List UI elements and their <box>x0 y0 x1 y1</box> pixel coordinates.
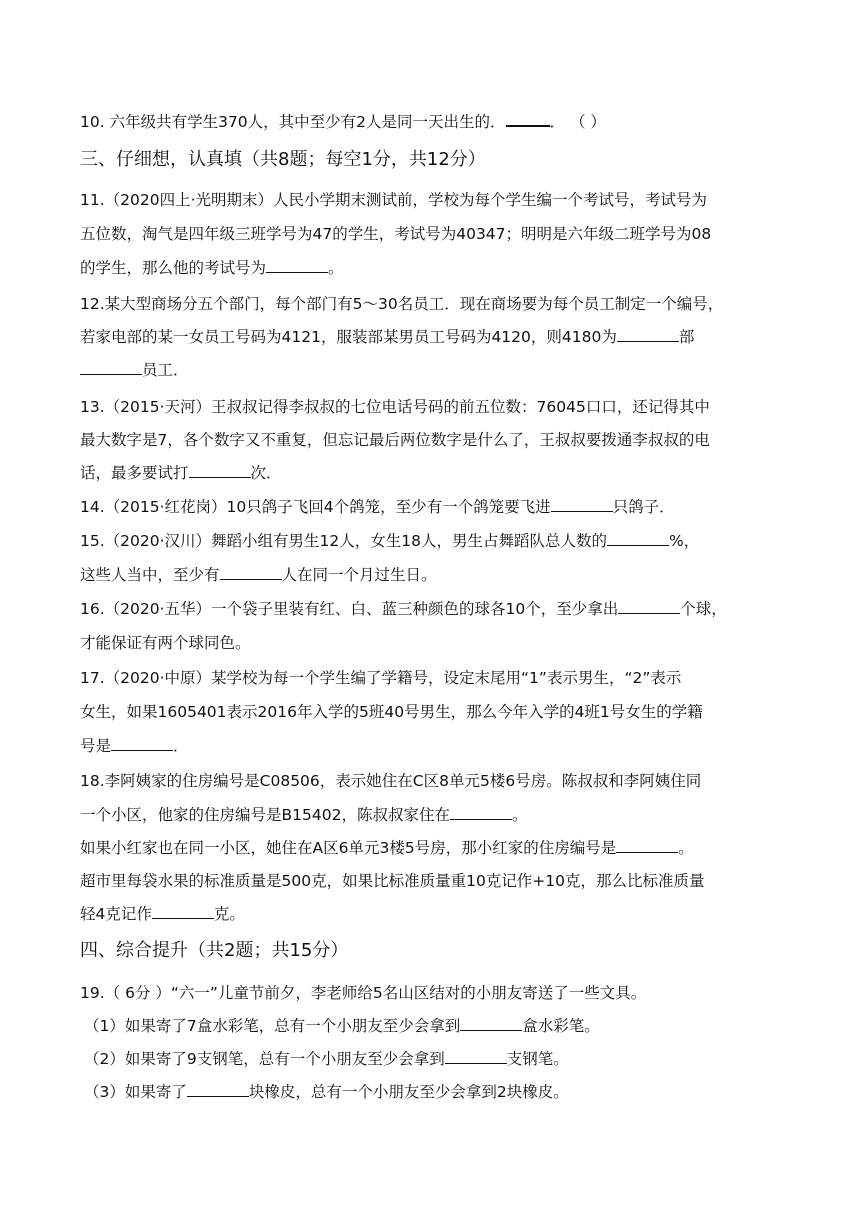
question-16-line-1: 16.（2020·五华）一个袋子里装有红、白、蓝三种颜色的球各10个，至少拿出 个球， <box>80 600 727 618</box>
question-13-line-3: 话，最多要试打 次． <box>80 464 282 482</box>
answer-blank[interactable] <box>460 1016 522 1031</box>
question-10: 10. 六年级共有学生370人，其中至少有2人是同一天出生的． ． （ ） <box>80 113 606 131</box>
question-18-line-3: 如果小红家也在同一小区，她住在A区6单元3楼5号房，那小红家的住房编号是 。 <box>80 839 694 857</box>
question-19-part-1: （1）如果寄了7盒水彩笔，总有一个小朋友至少会拿到 盒水彩笔。 <box>84 1017 600 1035</box>
answer-blank[interactable] <box>187 1082 249 1097</box>
answer-blank[interactable] <box>220 565 282 580</box>
answer-blank[interactable] <box>617 327 679 342</box>
question-18-line-5: 轻4克记作 克。 <box>80 905 245 923</box>
question-15-line-2: 这些人当中，至少有 人在同一个月过生日。 <box>80 566 437 584</box>
answer-blank[interactable] <box>616 838 678 853</box>
answer-blank[interactable] <box>618 599 680 614</box>
question-18-line-4: 超市里每袋水果的标准质量是500克，如果比标准质量重10克记作+10克，那么比标准质量 <box>80 872 705 890</box>
answer-blank[interactable] <box>111 736 173 751</box>
answer-blank[interactable] <box>445 1049 507 1064</box>
question-12-line-1: 12.某大型商场分五个部门，每个部门有5～30名员工．现在商场要为每个员工制定一个编号， <box>80 295 724 313</box>
section-heading-3: 三、仔细想，认真填（共8题；每空1分，共12分） <box>80 149 486 170</box>
answer-blank[interactable] <box>450 805 512 820</box>
question-14: 14.（2015·红花岗）10只鸽子飞回4个鸽笼，至少有一个鸽笼要飞进 只鸽子． <box>80 498 675 516</box>
question-13-line-1: 13.（2015·天河）王叔叔记得李叔叔的七位电话号码的前五位数：76045口口，还记得其中 <box>80 398 710 416</box>
question-12-line-3: 员工． <box>80 360 800 380</box>
answer-blank[interactable] <box>189 463 251 478</box>
answer-blank[interactable] <box>607 531 669 546</box>
question-18-line-1: 18.李阿姨家的住房编号是C08506，表示她住在C区8单元5楼6号房。陈叔叔和李阿姨住同 <box>80 772 702 790</box>
question-17-line-3: 号是 ． <box>80 737 189 755</box>
answer-blank[interactable] <box>80 360 142 375</box>
question-17-line-2: 女生，如果1605401表示2016年入学的5班40号男生，那么今年入学的4班1号女生的学籍 <box>80 703 703 721</box>
answer-blank[interactable] <box>152 904 214 919</box>
answer-blank[interactable] <box>506 111 550 127</box>
question-12-line-2: 若家电部的某一女员工号码为4121，服装部某男员工号码为4120，则4180为 部 <box>80 328 695 346</box>
question-11-line-3: 的学生，那么他的考试号为 。 <box>80 259 344 277</box>
question-15-line-1: 15.（2020·汉川）舞蹈小组有男生12人，女生18人，男生占舞蹈队总人数的 %， <box>80 532 700 550</box>
question-19-part-2: （2）如果寄了9支钢笔，总有一个小朋友至少会拿到 支钢笔。 <box>84 1050 569 1068</box>
question-17-line-1: 17.（2020·中原）某学校为每一个学生编了学籍号，设定末尾用“1”表示男生，“2”表示 <box>80 669 682 687</box>
question-13-line-2: 最大数字是7，各个数字又不重复，但忘记最后两位数字是什么了，王叔叔要拨通李叔叔的电 <box>80 431 710 449</box>
question-11-line-2: 五位数，淘气是四年级三班学号为47的学生，考试号为40347；明明是六年级二班学号为08 <box>80 225 712 243</box>
section-heading-4: 四、综合提升（共2题；共15分） <box>80 940 349 961</box>
question-19-part-3: （3）如果寄了 块橡皮，总有一个小朋友至少会拿到2块橡皮。 <box>84 1083 569 1101</box>
answer-blank[interactable] <box>266 258 328 273</box>
question-11-line-1: 11.（2020四上·光明期末）人民小学期末测试前，学校为每个学生编一个考试号，考试号为 <box>80 191 708 209</box>
question-19-stem: 19.（ 6分 ）“六一”儿童节前夕，李老师给5名山区结对的小朋友寄送了一些文具。 <box>80 984 647 1002</box>
question-16-line-2: 才能保证有两个球同色。 <box>80 634 251 652</box>
answer-blank[interactable] <box>551 497 613 512</box>
question-18-line-2: 一个小区，他家的住房编号是B15402，陈叔叔家住在 。 <box>80 806 528 824</box>
